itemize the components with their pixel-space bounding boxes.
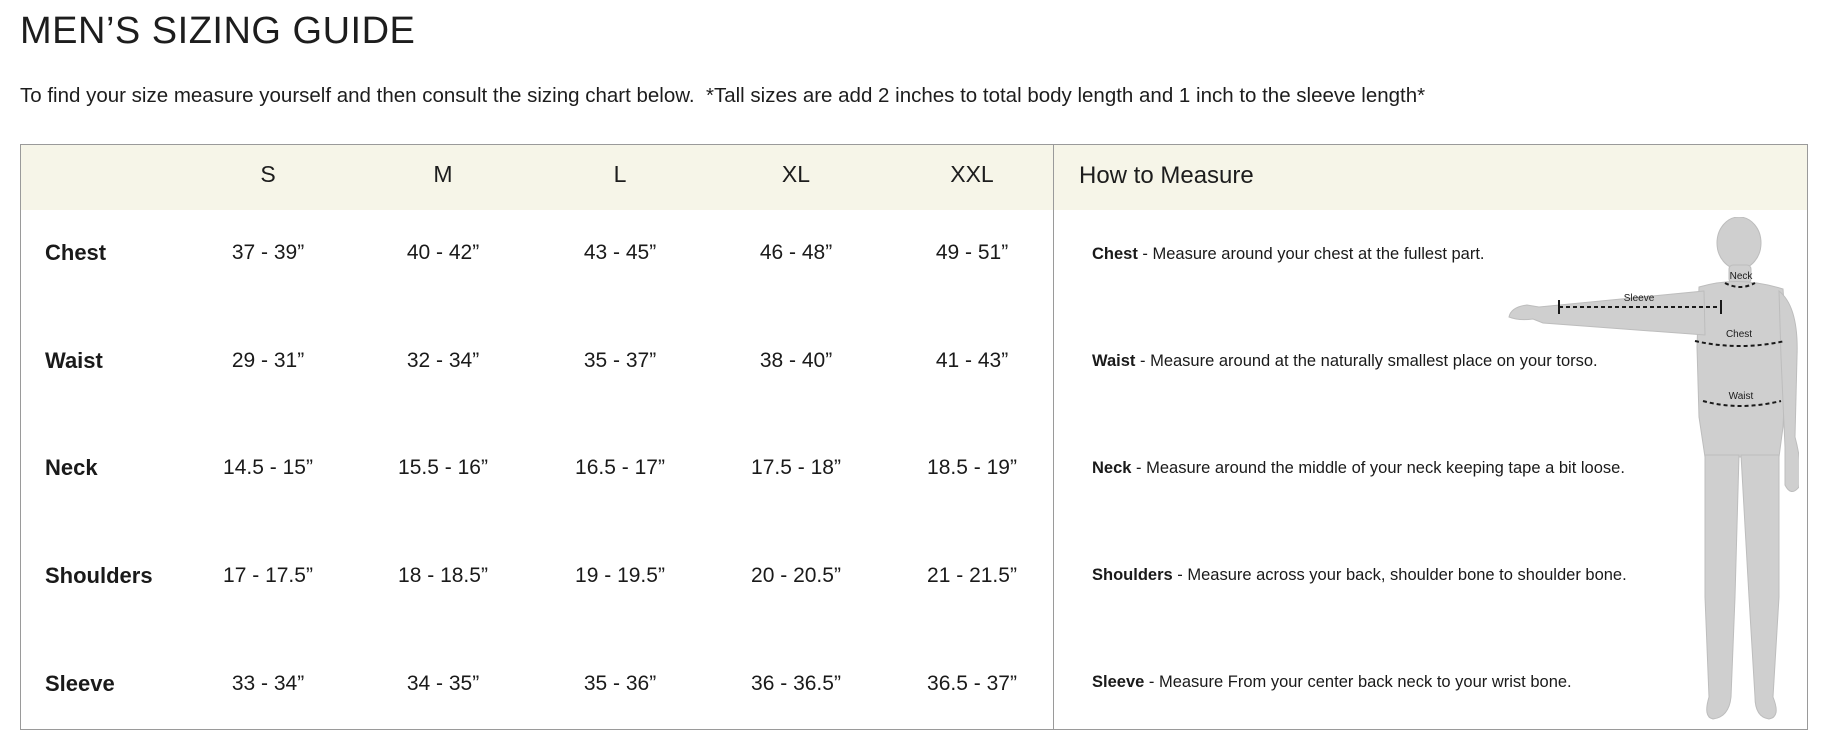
instruction-text: - Measure around the middle of your neck keeping tape a bit loose. xyxy=(1131,459,1625,477)
column-divider xyxy=(1053,145,1054,729)
table-cell: 46 - 48” xyxy=(759,241,833,264)
instruction-term: Waist xyxy=(1092,352,1136,370)
sizing-table xyxy=(20,144,1808,730)
table-cell: 15.5 - 16” xyxy=(398,456,488,479)
table-cell: 32 - 34” xyxy=(406,349,480,372)
table-cell: 33 - 34” xyxy=(231,672,305,695)
instruction-term: Chest xyxy=(1092,245,1138,263)
size-header-m: M xyxy=(433,161,453,187)
table-cell: 29 - 31” xyxy=(231,349,305,372)
table-cell: 37 - 39” xyxy=(231,241,305,264)
table-cell: 41 - 43” xyxy=(935,349,1009,372)
body-measurement-figure xyxy=(1499,217,1799,727)
table-cell: 35 - 37” xyxy=(583,349,657,372)
size-header-xl: XL xyxy=(781,161,811,187)
row-label-sleeve: Sleeve xyxy=(45,671,115,696)
figure-label-chest: Chest xyxy=(1725,329,1753,340)
table-cell: 18.5 - 19” xyxy=(927,456,1017,479)
table-cell: 21 - 21.5” xyxy=(927,564,1017,587)
size-header-xxl: XXL xyxy=(950,161,994,187)
intro-text: To find your size measure yourself and then consult the sizing chart below. *Tall sizes are add 2 inches to total body length and 1 inch to the sleeve length* xyxy=(20,84,1426,107)
size-header-s: S xyxy=(260,161,276,187)
page-title: MEN’S SIZING GUIDE xyxy=(20,10,416,52)
instruction-term: Shoulders xyxy=(1092,566,1173,584)
table-cell: 36 - 36.5” xyxy=(751,672,841,695)
table-cell: 19 - 19.5” xyxy=(575,564,665,587)
instruction-text: - Measure across your back, shoulder bone to shoulder bone. xyxy=(1172,566,1627,584)
table-cell: 17.5 - 18” xyxy=(751,456,841,479)
instruction-term: Sleeve xyxy=(1092,673,1145,691)
figure-label-sleeve: Sleeve xyxy=(1623,293,1655,304)
how-to-measure-title: How to Measure xyxy=(1079,162,1254,189)
table-cell: 18 - 18.5” xyxy=(398,564,488,587)
table-cell: 20 - 20.5” xyxy=(751,564,841,587)
instruction-text: - Measure From your center back neck to your wrist bone. xyxy=(1144,673,1572,691)
table-cell: 36.5 - 37” xyxy=(927,672,1017,695)
row-label-waist: Waist xyxy=(45,348,103,373)
table-cell: 16.5 - 17” xyxy=(575,456,665,479)
table-cell: 40 - 42” xyxy=(406,241,480,264)
table-cell: 34 - 35” xyxy=(406,672,480,695)
table-cell: 35 - 36” xyxy=(583,672,657,695)
size-header-l: L xyxy=(613,161,627,187)
row-label-neck: Neck xyxy=(45,455,98,480)
table-cell: 14.5 - 15” xyxy=(223,456,313,479)
instruction-text: - Measure around your chest at the fullest part. xyxy=(1137,245,1485,263)
table-cell: 17 - 17.5” xyxy=(223,564,313,587)
figure-label-neck: Neck xyxy=(1729,271,1753,282)
instruction-chest xyxy=(1092,245,1485,264)
row-label-chest: Chest xyxy=(45,240,107,265)
figure-label-waist: Waist xyxy=(1728,391,1754,402)
table-cell: 38 - 40” xyxy=(759,349,833,372)
row-label-shoulders: Shoulders xyxy=(45,563,153,588)
instruction-term: Neck xyxy=(1092,459,1132,477)
instruction-text: - Measure around at the naturally smallest place on your torso. xyxy=(1135,352,1598,370)
table-cell: 49 - 51” xyxy=(935,241,1009,264)
table-cell: 43 - 45” xyxy=(583,241,657,264)
